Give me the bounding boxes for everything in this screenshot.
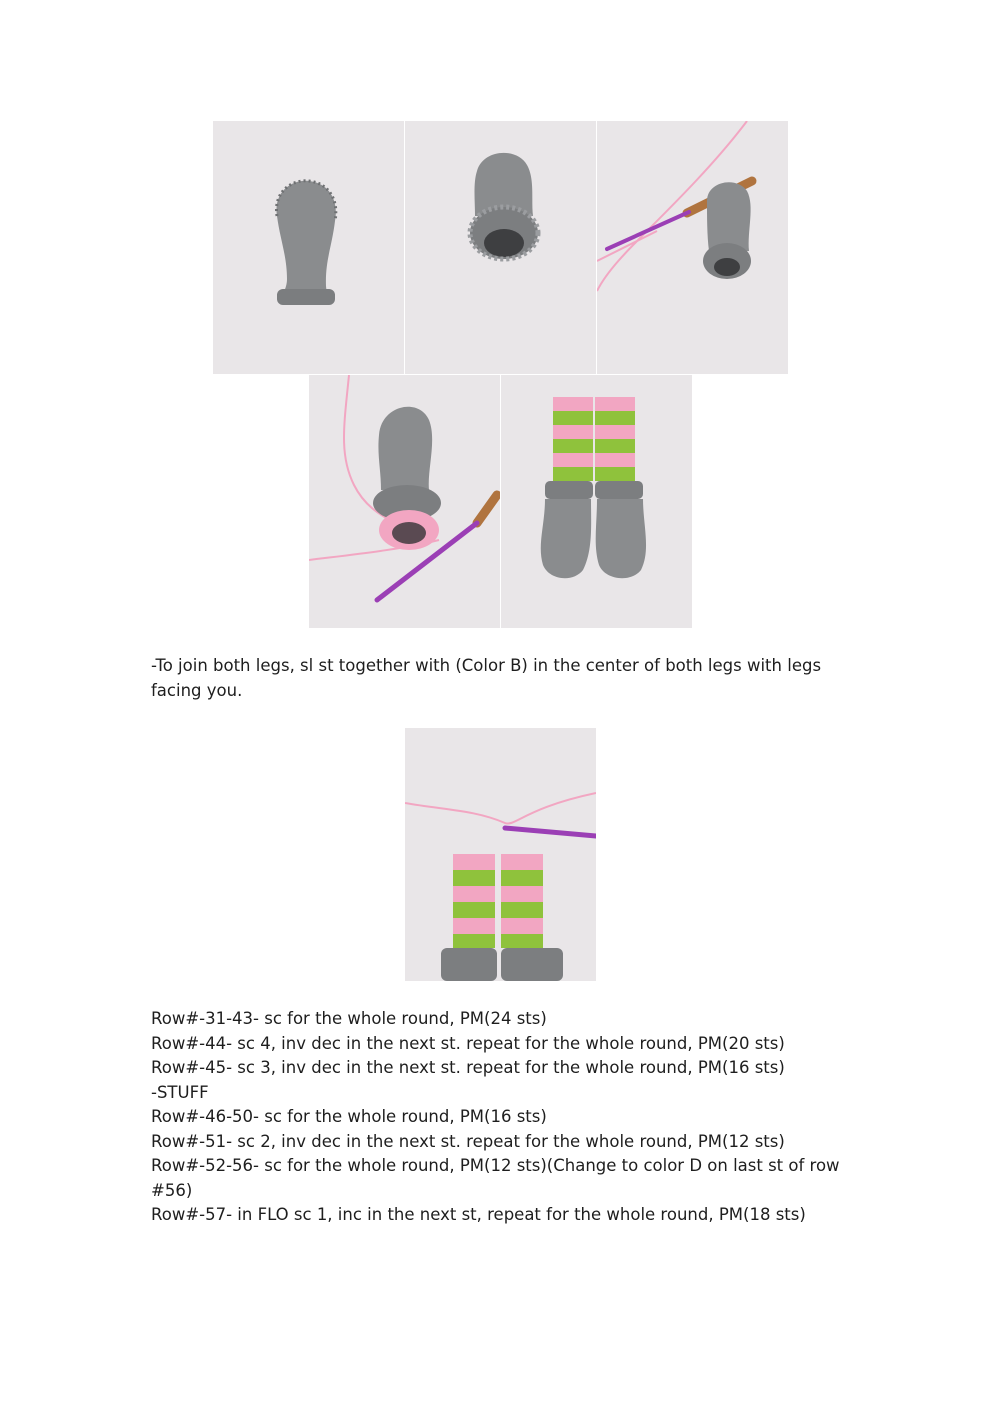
row-instruction: Row#-44- sc 4, inv dec in the next st. repeat for the whole round, PM(20 sts) bbox=[151, 1033, 785, 1053]
row-instruction: Row#-57- in FLO sc 1, inc in the next st, repeat for the whole round, PM(18 sts) bbox=[151, 1205, 806, 1224]
photo-step-5 bbox=[501, 375, 692, 628]
photo-step-6 bbox=[405, 728, 596, 981]
row-instruction: Row#-52-56- sc for the whole round, PM(12 sts)(Change to color D on last st of row #56) bbox=[151, 1156, 840, 1200]
join-instruction: -To join both legs, sl st together with (Color B) in the center of both legs with legs facing you. bbox=[151, 656, 822, 700]
row-instruction: Row#-51- sc 2, inv dec in the next st. repeat for the whole round, PM(12 sts) bbox=[151, 1131, 785, 1151]
row-instructions bbox=[151, 1007, 851, 1228]
stuff-note: -STUFF bbox=[151, 1082, 209, 1102]
photo-step-1 bbox=[213, 121, 404, 374]
row-instruction: Row#-45- sc 3, inv dec in the next st. repeat for the whole round, PM(16 sts) bbox=[151, 1058, 785, 1077]
photo-step-4 bbox=[309, 375, 500, 628]
row-instruction: Row#-46-50- sc for the whole round, PM(16 sts) bbox=[151, 1107, 547, 1126]
photo-step-2 bbox=[405, 121, 596, 374]
photo-step-3 bbox=[597, 121, 788, 374]
row-instruction: Row#-31-43- sc for the whole round, PM(24 sts) bbox=[151, 1009, 547, 1028]
